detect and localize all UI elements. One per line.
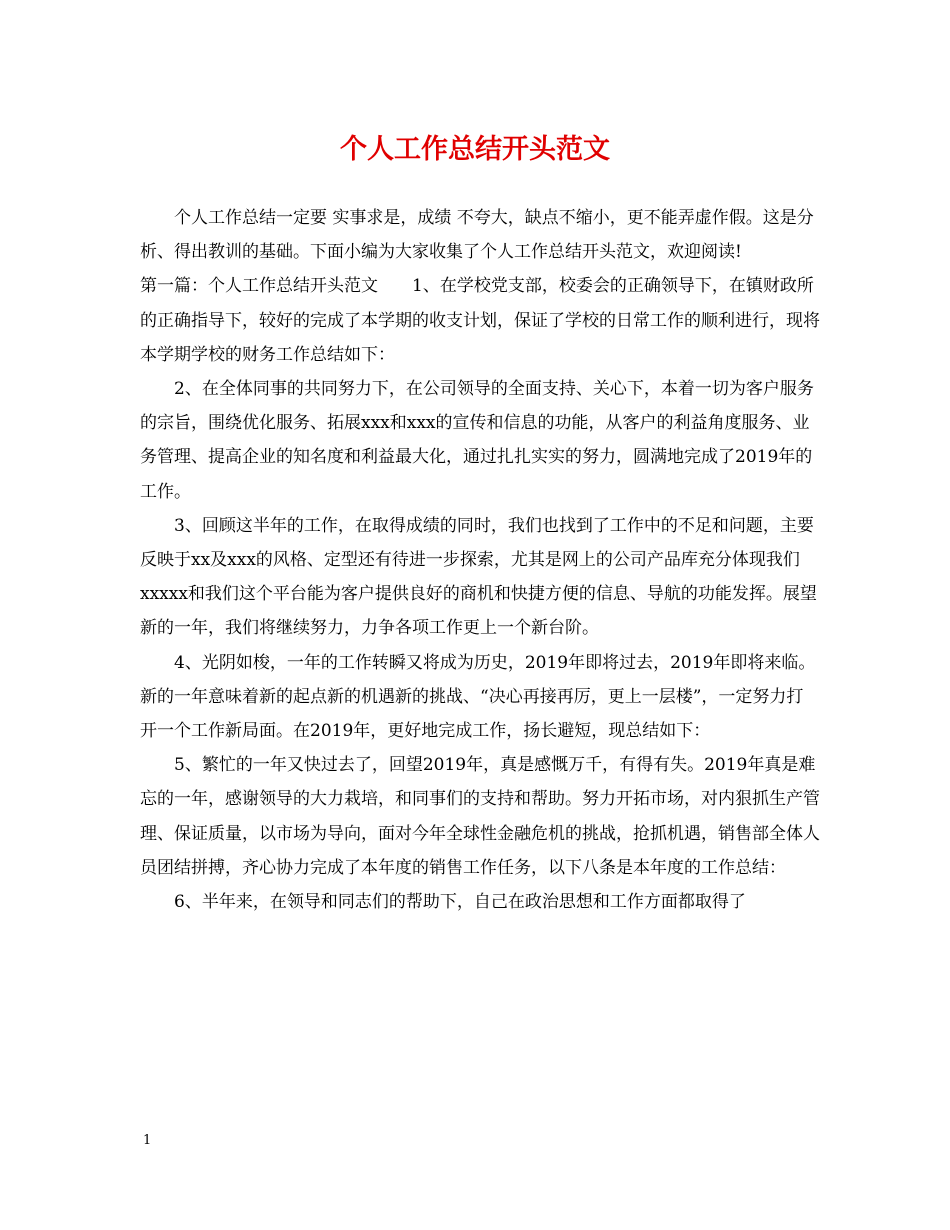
paragraph-1: 第一篇：个人工作总结开头范文 1、在学校党支部，校委会的正确领导下，在镇财政所的正确指导下，较好的完成了本学期的收支计划，保证了学校的日常工作的顺利进行，现将本学期学校的财务工作总结如下： (140, 276, 820, 365)
paragraph-intro: 个人工作总结一定要 实事求是，成绩 不夸大，缺点不缩小，更不能弄虚作假。这是分析、得出教训的基础。下面小编为大家收集了个人工作总结开头范文，欢迎阅读! (140, 208, 814, 263)
document-body (140, 201, 820, 919)
paragraph-2: 2、在全体同事的共同努力下，在公司领导的全面支持、关心下，本着一切为客户服务的宗旨，围绕优化服务、拓展xxx和xxx的宣传和信息的功能，从客户的利益角度服务、业务管理、提高企业的知名度和利益最大化，通过扎扎实实的努力，圆满地完成了2019年的工作。 (140, 379, 814, 502)
paragraph-3: 3、回顾这半年的工作，在取得成绩的同时，我们也找到了工作中的不足和问题，主要反映于xx及xxx的风格、定型还有待进一步探索，尤其是网上的公司产品库充分体现我们xxxxx和我们这个平台能为客户提供良好的商机和快捷方便的信息、导航的功能发挥。展望新的一年，我们将继续努力，力争各项工作更上一个新台阶。 (140, 515, 817, 639)
paragraph-6: 6、半年来，在领导和同志们的帮助下，自己在政治思想和工作方面都取得了 (174, 892, 746, 913)
page-number: 1 (143, 1133, 152, 1148)
paragraph-5: 5、繁忙的一年又快过去了，回望2019年，真是感慨万千，有得有失。2019年真是难忘的一年，感谢领导的大力栽培，和同事们的支持和帮助。努力开拓市场，对内狠抓生产管理、保证质量，以市场为导向，面对今年全球性金融危机的挑战，抢抓机遇，销售部全体人员团结拼搏，齐心协力完成了本年度的销售工作任务，以下八条是本年度的工作总结： (140, 755, 820, 878)
paragraph-4: 4、光阴如梭，一年的工作转瞬又将成为历史，2019年即将过去，2019年即将来临。新的一年意味着新的起点新的机遇新的挑战、“决心再接再厉，更上一层楼”，一定努力打开一个工作新局面。在2019年，更好地完成工作，扬长避短，现总结如下： (140, 652, 816, 742)
page-title: 个人工作总结开头范文 (340, 134, 610, 165)
